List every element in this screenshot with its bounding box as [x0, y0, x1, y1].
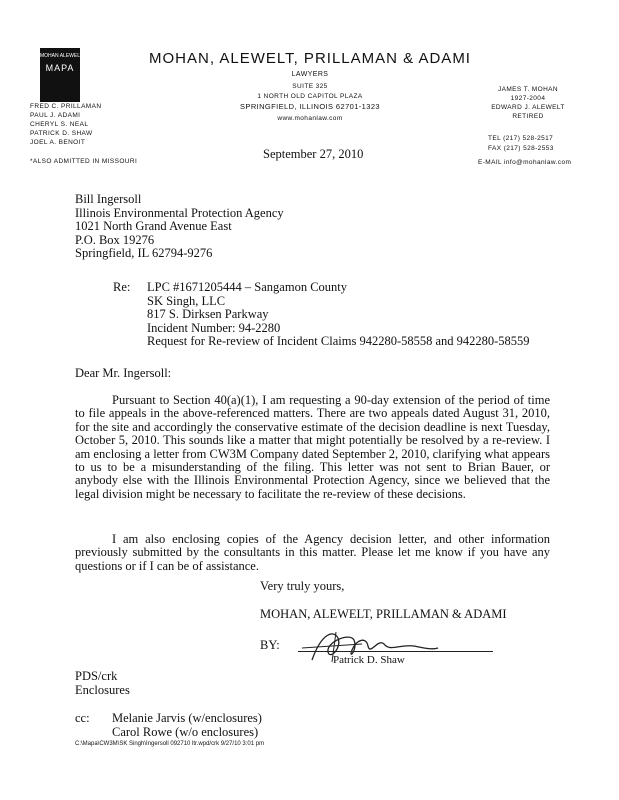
- re-label: Re:: [113, 280, 131, 294]
- letter-date: September 27, 2010: [263, 147, 364, 161]
- re-line: SK Singh, LLC: [147, 293, 226, 308]
- logo-text-top: MOHAN ALEWELT: [40, 53, 83, 59]
- re-block: [147, 281, 530, 349]
- valediction: Very truly yours,: [260, 579, 345, 593]
- body-paragraph: Pursuant to Section 40(a)(1), I am requesting a 90-day extension of the period of time to file appeals in the above-referenced matters. There are two appeals dated August 31, 2010, for the site and accordingly the conservative estimate of the decision deadline is next Tuesday, October 5, 2010. This sounds like a matter that might potentially be resolved by a re-review. I am enclosing a letter from CW3M Company dated September 2, 2010, clarifying what appears to us to be a misunderstanding of the filing. This letter was not sent to Brian Bauer, or anybody else with the Illinois Environmental Protection Agency, since we believed that the legal division might be necessary to facilitate the re-review of these decisions.: [75, 393, 550, 501]
- attorney-name: JOEL A. BENOIT: [30, 139, 86, 146]
- left-names: [30, 102, 101, 147]
- firm-address: 1 NORTH OLD CAPITOL PLAZA: [257, 93, 363, 100]
- salutation: Dear Mr. Ingersoll:: [75, 366, 172, 380]
- enclosures: Enclosures: [75, 683, 130, 697]
- firm-website: www.mohanlaw.com: [277, 115, 343, 122]
- re-line: Incident Number: 94-2280: [147, 320, 281, 335]
- logo-text-bottom: MAPA: [45, 63, 75, 73]
- founder-name: EDWARD J. ALEWELT: [491, 104, 565, 111]
- attorney-name: CHERYL S. NEAL: [30, 121, 89, 128]
- admitted-note: *ALSO ADMITTED IN MISSOURI: [30, 158, 138, 165]
- cc-recipient: Carol Rowe (w/o enclosures): [112, 724, 259, 739]
- cc-list: [112, 712, 262, 739]
- initials: PDS/crk: [75, 669, 118, 683]
- firm-city: SPRINGFIELD, ILLINOIS 62701-1323: [240, 102, 380, 111]
- re-line: Request for Re-review of Incident Claims 942280-58558 and 942280-58559: [147, 334, 530, 348]
- attorney-name: FRED C. PRILLAMAN: [30, 103, 102, 110]
- signer-name: Patrick D. Shaw: [333, 654, 405, 666]
- founder-status: RETIRED: [512, 113, 544, 120]
- contact-tel: TEL (217) 528-2517: [488, 135, 554, 142]
- founder-years: 1927-2004: [510, 95, 546, 102]
- firm-logo: [40, 48, 83, 102]
- founder-name: JAMES T. MOHAN: [497, 86, 558, 93]
- recipient-line: Springfield, IL 62794-9276: [75, 246, 213, 260]
- body-paragraph: I am also enclosing copies of the Agency decision letter, and other information previously submitted by the consultants in this matter. Please let me know if you have any questions or if I can be of assistance.: [75, 532, 550, 573]
- cc-label: cc:: [75, 711, 90, 725]
- cc-recipient: Melanie Jarvis (w/enclosures): [112, 711, 262, 725]
- attorney-name: PATRICK D. SHAW: [30, 130, 93, 137]
- firm-suite: SUITE 325: [292, 83, 328, 90]
- recipient-line: P.O. Box 19276: [75, 232, 155, 247]
- re-line: 817 S. Dirksen Parkway: [147, 307, 269, 321]
- attorney-name: PAUL J. ADAMI: [30, 112, 81, 119]
- firm-name: MOHAN, ALEWELT, PRILLAMAN & ADAMI: [149, 50, 471, 67]
- contact-email: E-MAIL info@mohanlaw.com: [478, 159, 572, 166]
- recipient-line: Illinois Environmental Protection Agency: [75, 205, 284, 220]
- by-label: BY:: [260, 638, 280, 652]
- re-line: LPC #1671205444 – Sangamon County: [147, 280, 348, 294]
- recipient-line: Bill Ingersoll: [75, 192, 142, 206]
- file-path: C:\Mapa\CW3M\SK Singh\Ingersoll 092710 ltr.wpd/crk 9/27/10 3:01 pm: [75, 741, 265, 747]
- recipient-block: [75, 193, 284, 261]
- closing-firm: MOHAN, ALEWELT, PRILLAMAN & ADAMI: [260, 607, 507, 621]
- right-names: [478, 85, 578, 121]
- recipient-line: 1021 North Grand Avenue East: [75, 219, 232, 233]
- firm-subtitle: LAWYERS: [291, 71, 329, 78]
- contact-fax: FAX (217) 528-2553: [488, 145, 554, 152]
- signature-line: [298, 651, 493, 652]
